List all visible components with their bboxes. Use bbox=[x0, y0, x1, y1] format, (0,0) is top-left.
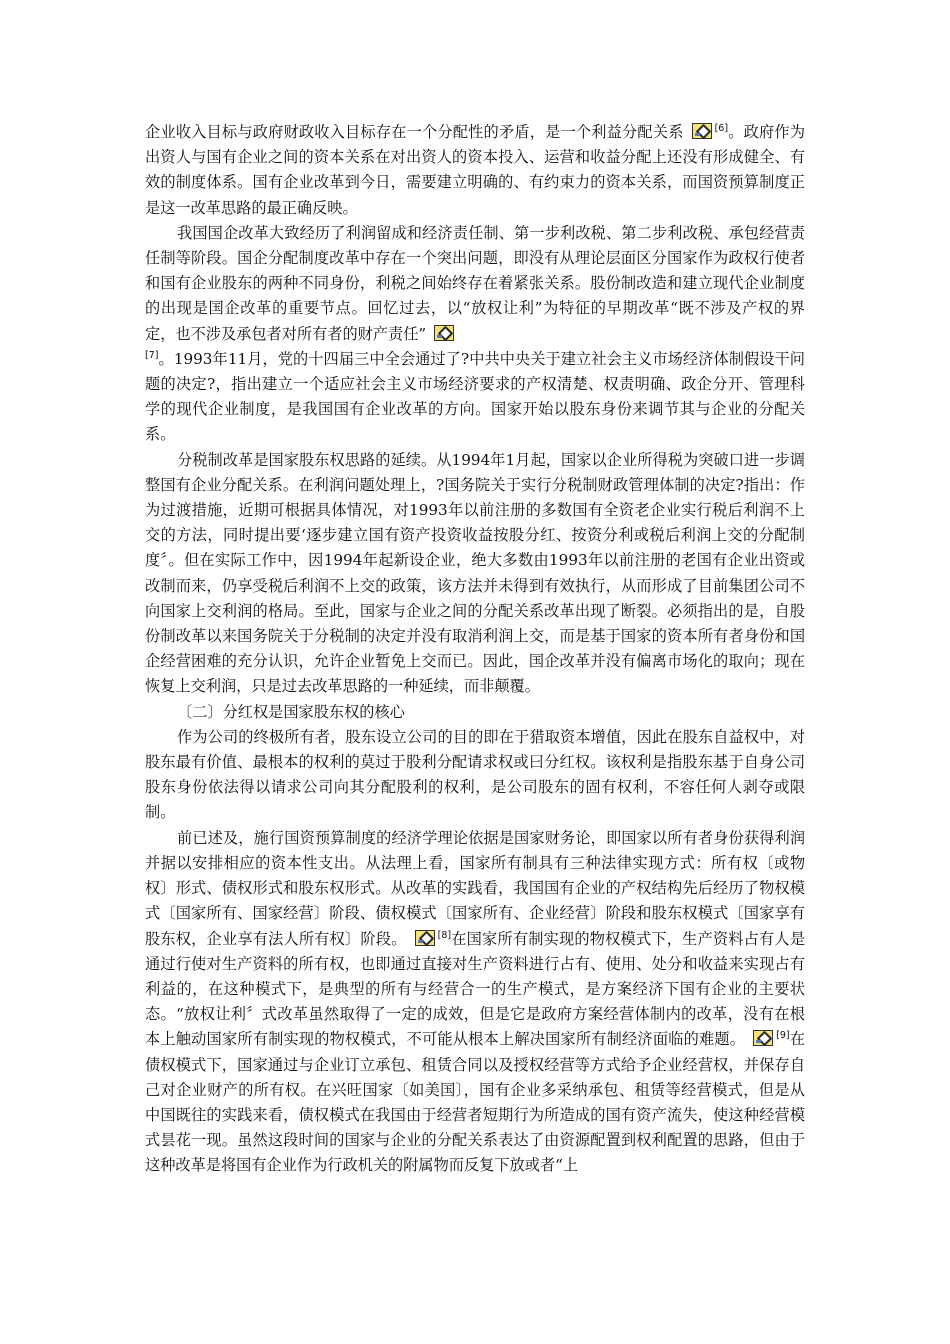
document-link-icon[interactable] bbox=[415, 930, 435, 946]
document-link-icon[interactable] bbox=[692, 123, 712, 139]
body-paragraph bbox=[145, 221, 805, 448]
paragraph-text: 在债权模式下，国家通过与企业订立承包、租赁合同以及授权经营等方式给予企业经营权，并保存自己对企业财产的所有权。在兴旺国家〔如美国〕，国有企业多采纳承包、租赁等经营模式，但是从中国既往的实践来看，债权模式在我国由于经营者短期行为所造成的国有资产流失，使这种经营模式昙花一现。虽然这段时间的国家与企业的分配关系表达了由资源配置到权利配置的思路，但由于这种改革是将国有企业作为行政机关的附属物而反复下放或者“上 bbox=[145, 1030, 806, 1175]
citation-marker[interactable]: [8] bbox=[437, 929, 452, 941]
paragraph-text: 前已述及，施行国资预算制度的经济学理论依据是国家财务论，即国家以所有者身份获得利润并据以安排相应的资本性支出。从法理上看，国家所有制具有三种法律实现方式：所有权〔或物权〕形式、债权形式和股东权形式。从改革的实践看，我国国有企业的产权结构先后经历了物权模式〔国家所有、国家经营〕阶段、债权模式〔国家所有、企业经营〕阶段和股东权模式〔国家享有股东权，企业享有法人所有权〕阶段。 bbox=[145, 828, 805, 948]
section-heading bbox=[145, 700, 805, 725]
paragraph-text: 企业收入目标与政府财政收入目标存在一个分配性的矛盾，是一个利益分配关系 bbox=[145, 123, 684, 141]
paragraph-text: 〔二〕分红权是国家股东权的核心 bbox=[177, 702, 405, 721]
body-paragraph bbox=[145, 826, 805, 1179]
citation-marker[interactable]: [9] bbox=[776, 1030, 790, 1042]
paragraph-text: 在国家所有制实现的物权模式下，生产资料占有人是通过行使对生产资料的所有权，也即通过直接对生产资料进行占有、使用、处分和收益来实现占有利益的，在这种模式下，是典型的所有与经营合一的生产模式，是方案经济下国有企业的主要状态。“放权让利〞式改革虽然取得了一定的成效，但是它是政府方案经营体制内的改革，没有在根本上触动国家所有制实现的物权模式，不可能从根本上解决国家所有制经济面临的难题。 bbox=[145, 929, 806, 1049]
body-paragraph bbox=[145, 725, 805, 826]
citation-marker[interactable]: [7] bbox=[145, 349, 159, 361]
document-link-icon[interactable] bbox=[434, 325, 454, 341]
paragraph-text: 。政府作为出资人与国有企业之间的资本关系在对出资人的资本投入、运营和收益分配上还没有形成健全、有效的制度体系。国有企业改革到今日，需要建立明确的、有约束力的资本关系，而国资预算制度正是这一改革思路的最正确反映。 bbox=[145, 123, 806, 217]
document-link-icon[interactable] bbox=[753, 1030, 773, 1046]
paragraph-text: 我国国企改革大致经历了利润留成和经济责任制、第一步利改税、第二步利改税、承包经营责任制等阶段。国企分配制度改革中存在一个突出问题，即没有从理论层面区分国家作为政权行使者和国有企业股东的两种不同身份，利税之间始终存在着紧张关系。股份制改造和建立现代企业制度的出现是国企改革的重要节点。回忆过去，以“放权让利”为特征的早期改革“既不涉及产权的界定，也不涉及承包者对所有者的财产责任” bbox=[145, 223, 805, 343]
citation-marker[interactable]: [6] bbox=[714, 122, 729, 134]
body-paragraph bbox=[145, 448, 805, 700]
document-body bbox=[145, 120, 805, 1179]
paragraph-text: 。1993年11月，党的十四届三中全会通过了?中共中央关于建立社会主义市场经济体制假设干问题的决定?，指出建立一个适应社会主义市场经济要求的产权清楚、权责明确、政企分开、管理科学的现代企业制度，是我国国有企业改革的方向。国家开始以股东身份来调节其与企业的分配关系。 bbox=[145, 349, 805, 444]
paragraph-text: 作为公司的终极所有者，股东设立公司的目的即在于猎取资本增值，因此在股东自益权中，对股东最有价值、最根本的权利的莫过于股利分配请求权或曰分红权。该权利是指股东基于自身公司股东身份依法得以请求公司向其分配股利的权利，是公司股东的固有权利，不容任何人剥夺或限制。 bbox=[145, 727, 805, 822]
body-paragraph bbox=[145, 120, 805, 221]
paragraph-text: 分税制改革是国家股东权思路的延续。从1994年1月起，国家以企业所得税为突破口进一步调整国有企业分配关系。在利润问题处理上，?国务院关于实行分税制财政管理体制的决定?指出：作为过渡措施，近期可根据具体情况，对1993年以前注册的多数国有全资老企业实行税后利润不上交的方法，同时提出要‘逐步建立国有资产投资收益按股分红、按资分利或税后利润上交的分配制度〞。但在实际工作中，因1994年起新设企业，绝大多数由1993年以前注册的老国有企业出资或改制而来，仍享受税后利润不上交的政策，该方法并未得到有效执行，从而形成了目前集团公司不向国家上交利润的格局。至此，国家与企业之间的分配关系改革出现了断裂。必须指出的是，自股份制改革以来国务院关于分税制的决定并没有取消利润上交，而是基于国家的资本所有者身份和国企经营困难的充分认识，允许企业暂免上交而已。因此，国企改革并没有偏离市场化的取向；现在恢复上交利润，只是过去改革思路的一种延续，而非颠覆。 bbox=[145, 450, 805, 696]
